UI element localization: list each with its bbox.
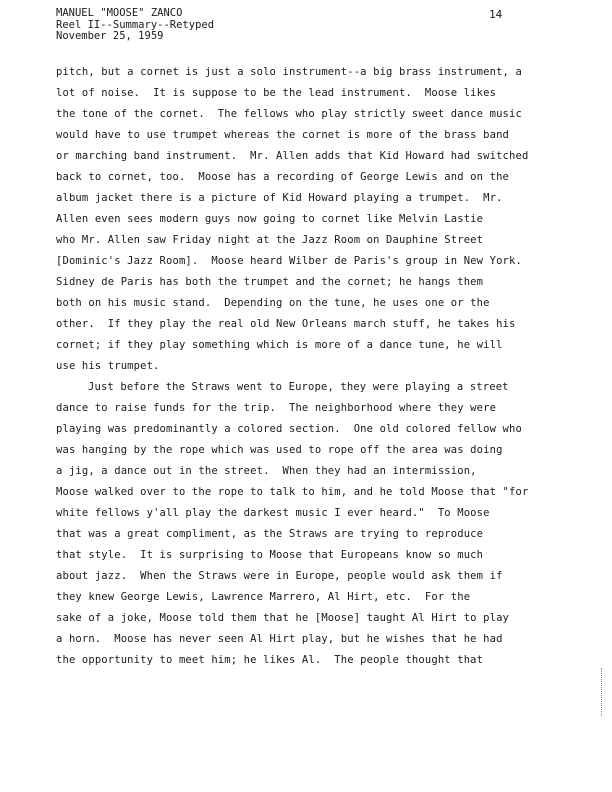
text-line: who Mr. Allen saw Friday night at the Jazz Room on Dauphine Street bbox=[56, 234, 484, 246]
text-line: about jazz. When the Straws were in Europe, people would ask them if bbox=[56, 570, 503, 582]
text-line: Sidney de Paris has both the trumpet and the cornet; he hangs them bbox=[56, 276, 484, 288]
text-line: other. If they play the real old New Orleans march stuff, he takes his bbox=[56, 318, 516, 330]
interview-date: November 25, 1959 bbox=[56, 30, 164, 42]
text-line: dance to raise funds for the trip. The neighborhood where they were bbox=[56, 402, 497, 414]
text-line: lot of noise. It is suppose to be the lead instrument. Moose likes bbox=[56, 87, 497, 99]
text-line: they knew George Lewis, Lawrence Marrero, Al Hirt, etc. For the bbox=[56, 591, 471, 603]
text-line: or marching band instrument. Mr. Allen adds that Kid Howard had switched bbox=[56, 150, 529, 162]
text-line: was hanging by the rope which was used to rope off the area was doing bbox=[56, 444, 503, 456]
text-line: that was a great compliment, as the Straws are trying to reproduce bbox=[56, 528, 484, 540]
text-line: pitch, but a cornet is just a solo instrument--a big brass instrument, a bbox=[56, 66, 522, 78]
text-line: Allen even sees modern guys now going to cornet like Melvin Lastie bbox=[56, 213, 484, 225]
text-line: Moose walked over to the rope to talk to him, and he told Moose that "for bbox=[56, 486, 529, 498]
reel-label: Reel II--Summary--Retyped bbox=[56, 18, 215, 31]
text-line: a jig, a dance out in the street. When they had an intermission, bbox=[56, 465, 477, 477]
text-line: the tone of the cornet. The fellows who play strictly sweet dance music bbox=[56, 108, 522, 120]
text-line: white fellows y'all play the darkest music I ever heard." To Moose bbox=[56, 507, 490, 519]
interviewee-name: MANUEL "MOOSE" ZANCO bbox=[56, 7, 183, 19]
page-number: 14 bbox=[489, 8, 503, 21]
text-line: sake of a joke, Moose told them that he [Moose] taught Al Hirt to play bbox=[56, 612, 510, 624]
text-line: a horn. Moose has never seen Al Hirt play, but he wishes that he had bbox=[56, 633, 503, 645]
transcript-body bbox=[56, 62, 556, 671]
text-line: cornet; if they play something which is more of a dance tune, he will bbox=[56, 339, 503, 351]
text-line: [Dominic's Jazz Room]. Moose heard Wilber de Paris's group in New York. bbox=[56, 255, 522, 267]
paragraph-start-line: Just before the Straws went to Europe, they were playing a street bbox=[88, 381, 509, 393]
text-line: that style. It is surprising to Moose that Europeans know so much bbox=[56, 549, 484, 561]
text-line: both on his music stand. Depending on the tune, he uses one or the bbox=[56, 297, 490, 309]
text-line: playing was predominantly a colored section. One old colored fellow who bbox=[56, 423, 522, 435]
text-line: use his trumpet. bbox=[56, 360, 160, 372]
text-line: would have to use trumpet whereas the cornet is more of the brass band bbox=[56, 129, 510, 141]
text-line: album jacket there is a picture of Kid Howard playing a trumpet. Mr. bbox=[56, 192, 503, 204]
scan-margin-mark bbox=[601, 668, 604, 716]
text-line: back to cornet, too. Moose has a recording of George Lewis and on the bbox=[56, 171, 510, 183]
document-header bbox=[56, 8, 214, 43]
text-line: the opportunity to meet him; he likes Al. The people thought that bbox=[56, 654, 484, 666]
